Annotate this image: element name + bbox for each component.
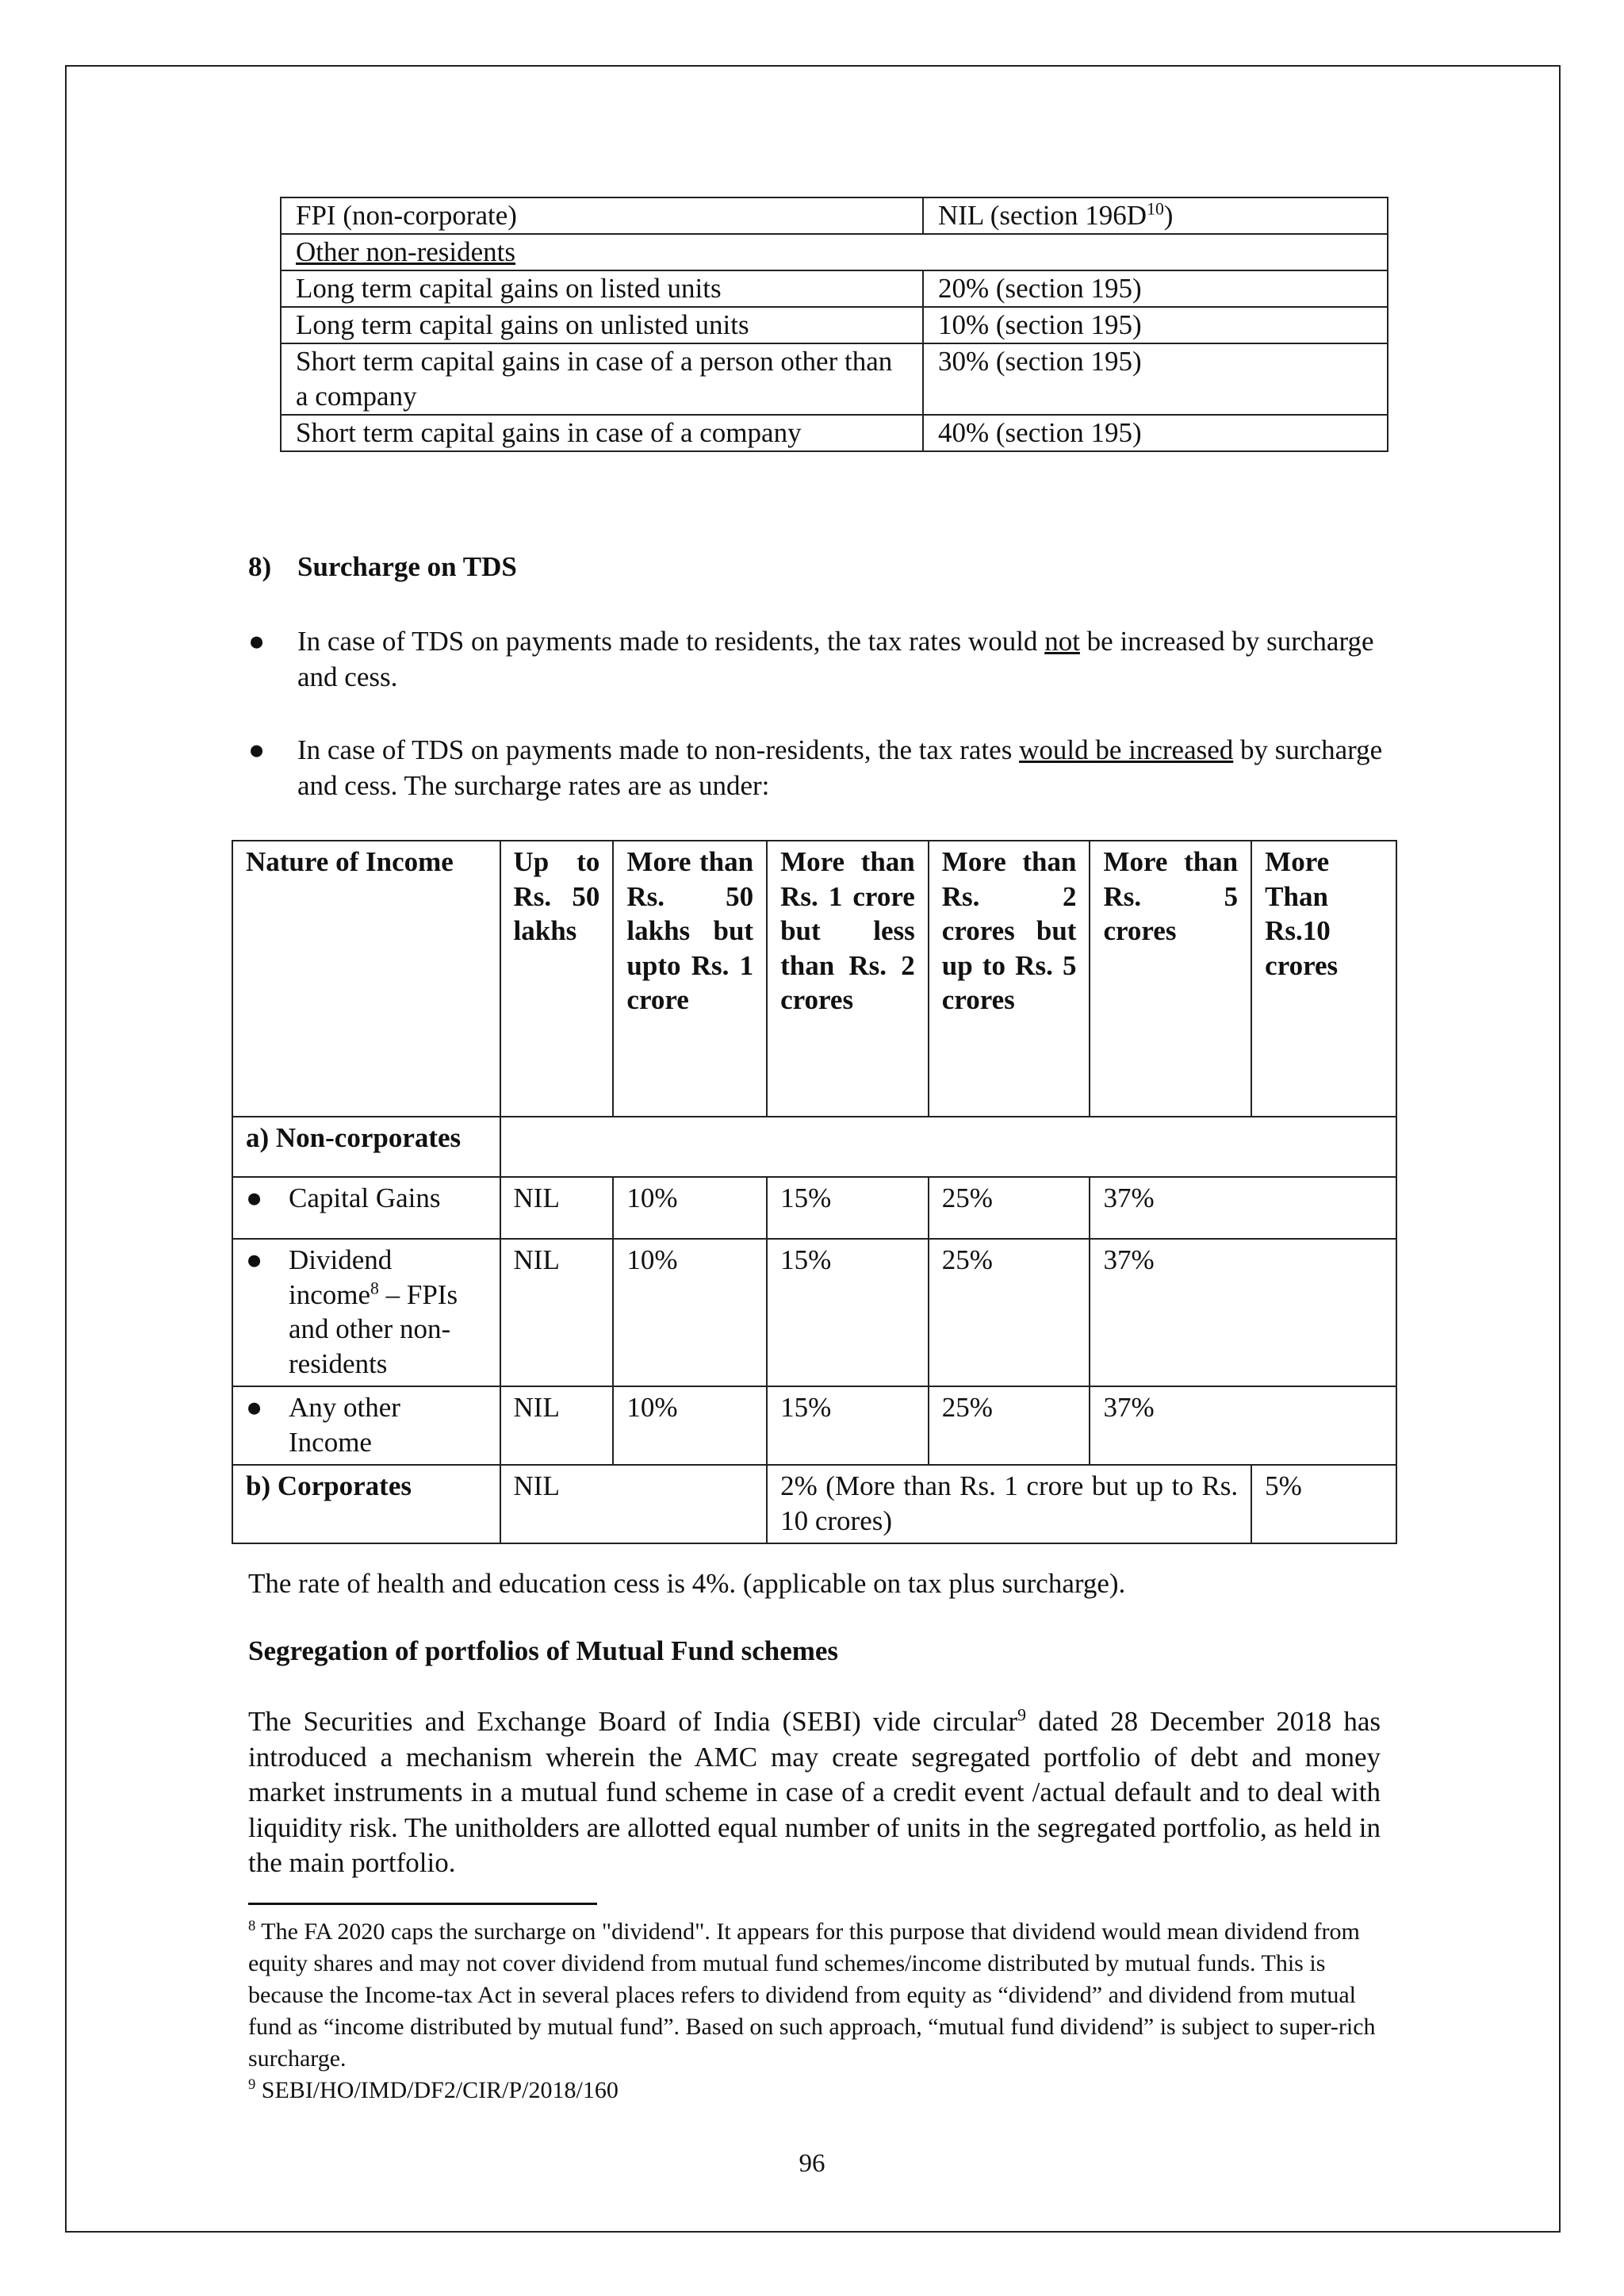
table-cell: 37% [1090,1239,1396,1386]
table-cell: NIL (section $196D^{10}$) [923,197,1388,234]
bullet-icon: ● [246,1244,263,1275]
header-cell: More than Rs. 1 crore but less than Rs. 2 crores [767,841,929,1117]
table-cell: 10% (section 195) [923,307,1388,343]
table-cell: 37% [1090,1386,1396,1465]
page-number: 96 [799,2149,825,2178]
footnote-9: $^9$ SEBI/HO/IMD/DF2/CIR/P/2018/160 [248,2076,619,2103]
bullet-item: ● In case of TDS on payments made to residents, the tax rates would not be increased by surcharge and cess. [248,623,1390,695]
footnote-separator [248,1903,597,1905]
table-cell: NIL [500,1386,614,1465]
table-cell: Long term capital gains on listed units [281,270,923,307]
section-heading: 8) Surcharge on TDS [248,551,517,582]
segregation-heading: Segregation of portfolios of Mutual Fund schemes [248,1635,839,1666]
table-cell [500,1117,1396,1177]
header-cell: Nature of Income [232,841,500,1117]
table-cell: 25% [929,1177,1090,1239]
table-row [281,415,1388,451]
table-cell: Short term capital gains in case of a person other than a company [281,343,923,415]
table-row [281,197,1388,234]
header-cell: More than Rs. 50 lakhs but upto Rs. 1 crore [613,841,767,1117]
table-cell: 25% [929,1239,1090,1386]
table-cell: FPI (non-corporate) [281,197,923,234]
table-cell: 5% [1251,1465,1396,1543]
table-cell: 30% (section 195) [923,343,1388,415]
bullet-icon: ● [248,626,266,657]
bullet-icon: ● [246,1392,263,1423]
header-cell: More Than Rs.10 crores [1251,841,1396,1117]
table-row [281,307,1388,343]
table-row [232,1239,1396,1386]
table-row [281,270,1388,307]
header-cell: Up to Rs. 50 lakhs [500,841,614,1117]
footnote-8: $^8$ The FA 2020 caps the surcharge on "dividend". It appears for this purpose that dividend would mean dividend from equity shares and may not cover dividend from mutual fund schemes/income distributed by mutual funds. This is because the Income-tax Act in several places refers to dividend from equity as “dividend” and dividend from mutual fund as “income distributed by mutual fund”. Based on such approach, “mutual fund dividend” is subject to super-rich surcharge. [248,1918,1376,2072]
table-cell: 10% [613,1386,767,1465]
table-cell: 10% [613,1177,767,1239]
header-cell: More than Rs. 5 crores [1090,841,1251,1117]
table-header-row [232,841,1396,1117]
table-row [232,1386,1396,1465]
table-row [281,343,1388,415]
table-cell: b) Corporates [232,1465,500,1543]
table-cell: 2% (More than Rs. 1 crore but up to Rs. 10 crores) [767,1465,1251,1543]
cess-note: The rate of health and education cess is 4%. (applicable on tax plus surcharge). [248,1568,1126,1599]
table-cell: NIL [500,1177,614,1239]
table-cell: NIL [500,1239,614,1386]
table-cell: 15% [767,1386,929,1465]
table-cell: 25% [929,1386,1090,1465]
table-row [232,1117,1396,1177]
bullet-icon: ● [248,734,266,765]
segregation-paragraph: The Securities and Exchange Board of India (SEBI) vide circular$^9$ dated 28 December 2018 has introduced a mechanism wherein the AMC may create segregated portfolio of debt and money market instruments in a mutual fund scheme in case of a credit event /actual default and to deal with liquidity risk. The unitholders are allotted equal number of units in the segregated portfolio, as held in the main portfolio. [248,1705,1381,1878]
table-cell: 40% (section 195) [923,415,1388,451]
bullet-item: ● In case of TDS on payments made to non-residents, the tax rates would be increased by surcharge and cess. The surcharge rates are as under: [248,732,1390,803]
table-cell: a) Non-corporates [232,1117,500,1177]
header-cell: More than Rs. 2 crores but up to Rs. 5 crores [929,841,1090,1117]
bullet-icon: ● [246,1182,263,1213]
table-cell: Short term capital gains in case of a company [281,415,923,451]
tds-rates-table [280,197,1388,452]
table-cell: Other non-residents [281,234,1388,270]
surcharge-table [232,840,1397,1544]
table-cell: ● Any other Income [232,1386,500,1465]
table-cell: 37% [1090,1177,1396,1239]
table-row [232,1465,1396,1543]
table-cell: Long term capital gains on unlisted units [281,307,923,343]
table-row [281,234,1388,270]
table-cell: ● Capital Gains [232,1177,500,1239]
table-row [232,1177,1396,1239]
table-cell: ● Dividend income$^8$ – FPIs and other non-residents [232,1239,500,1386]
table-cell: 15% [767,1239,929,1386]
table-cell: NIL [500,1465,768,1543]
table-cell: 10% [613,1239,767,1386]
table-cell: 20% (section 195) [923,270,1388,307]
table-cell: 15% [767,1177,929,1239]
